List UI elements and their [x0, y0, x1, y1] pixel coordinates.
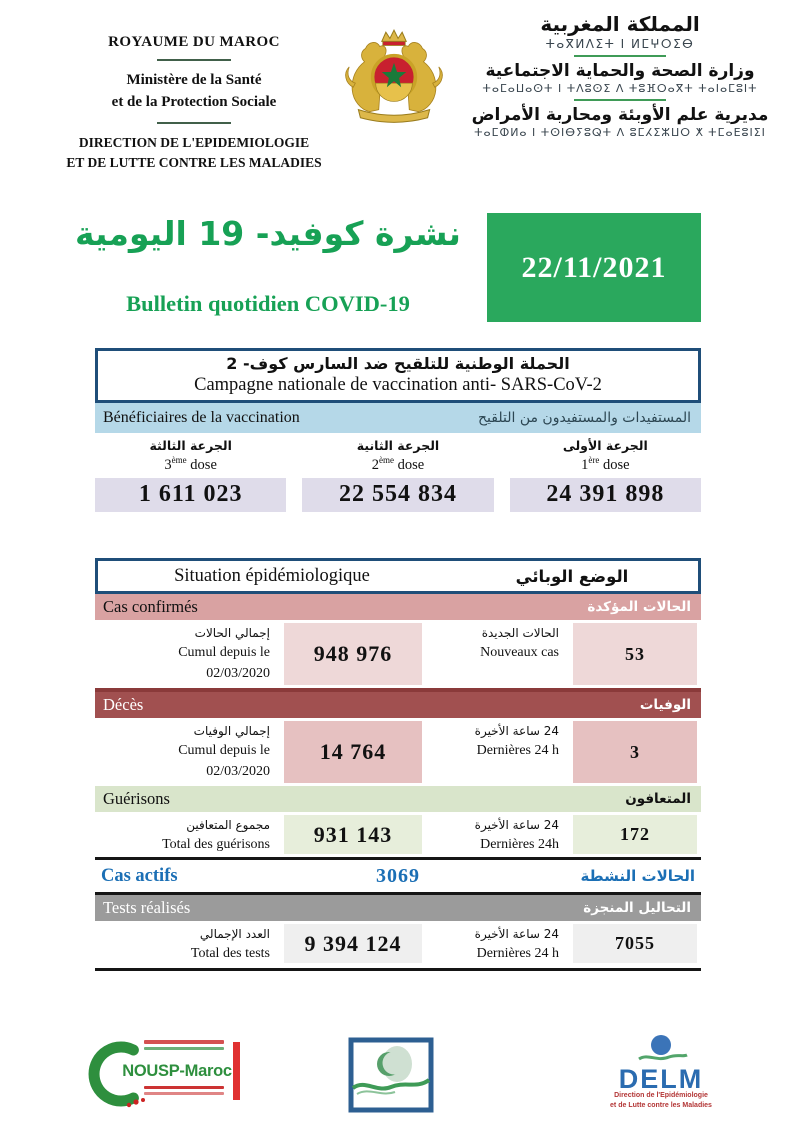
confirmed-total-label-date: 02/03/2020 — [206, 666, 270, 681]
tests-section-bar — [95, 895, 701, 921]
dose1-number: 1 — [581, 456, 589, 473]
dose1-label-ar: الجرعة الأولى — [562, 438, 648, 453]
active-cases-row — [95, 857, 701, 895]
situation-title-ar: الوضع الوبائي — [515, 566, 629, 586]
active-cases-label-ar: الحالات النشطة — [580, 867, 695, 885]
active-cases-value: 3069 — [376, 864, 420, 887]
recoveries-24h-label — [426, 812, 569, 857]
dose2-value: 22 554 834 — [302, 478, 493, 512]
divider — [157, 122, 231, 124]
green-divider — [574, 55, 666, 57]
dose-columns — [95, 438, 701, 512]
bulletin-title-fr: Bulletin quotidien COVID-19 — [126, 291, 410, 316]
nousp-red-bar — [233, 1042, 240, 1100]
deaths-section-bar — [95, 692, 701, 718]
recoveries-total-label-ar: مجموع المتعافين — [186, 818, 270, 832]
confirmed-bar-ar: الحالات المؤكدة — [587, 599, 691, 615]
confirmed-total-label — [95, 620, 280, 688]
beneficiaries-bar — [95, 403, 701, 433]
direction-title-tifinagh: ⵜⴰⵎⵀⵍⴰ ⵏ ⵜⵙⵏⴱⵢⵓⵕⵜ ⴷ ⵓⵎⵃⵉⵣⵡⵔ ⵅ ⵜⵎⴰⴹⵓⵏⵉⵏ — [474, 126, 766, 139]
confirmed-row — [95, 620, 701, 688]
nousp-bottom-text-strip2 — [144, 1092, 224, 1095]
ministry-title-tifinagh: ⵜⴰⵎⴰⵡⴰⵙⵜ ⵏ ⵜⴷⵓⵙⵉ ⴷ ⵜⵓⴼⵔⴰⴳⵜ ⵜⴰⵏⴰⵎⵓⵏⵜ — [482, 82, 758, 95]
letterhead-right — [452, 12, 788, 139]
situation-title-box — [95, 558, 701, 594]
dose3-label-ar: الجرعة الثالثة — [149, 438, 232, 453]
dose2-number: 2 — [371, 456, 379, 473]
tests-row — [95, 921, 701, 966]
direction-title-ar: مديرية علم الأوبئة ومحاربة الأمراض — [471, 105, 769, 125]
kingdom-title-tifinagh: ⵜⴰⴳⵍⴷⵉⵜ ⵏ ⵍⵎⵖⵔⵉⴱ — [545, 37, 695, 51]
dose3-number: 3 — [164, 456, 172, 473]
delm-logo — [597, 1034, 725, 1114]
dose3-word: dose — [190, 456, 217, 473]
confirmed-new-value: 53 — [573, 623, 697, 685]
situation-table — [95, 558, 701, 971]
confirmed-total-label-fr: Cumul depuis le — [178, 645, 270, 660]
nousp-logo-text: NOUSP-Maroc — [122, 1062, 232, 1080]
delm-subtitle-line2: et de Lutte contre les Maladies — [610, 1101, 712, 1109]
dose1-value: 24 391 898 — [510, 478, 701, 512]
vaccination-title-ar: الحملة الوطنية للتلقيح ضد السارس كوف- 2 — [226, 354, 570, 373]
bulletin-date: 22/11/2021 — [521, 250, 667, 284]
confirmed-bar-fr: Cas confirmés — [103, 597, 198, 616]
tests-section — [95, 895, 701, 971]
tests-total-label-ar: العدد الإجمالي — [199, 927, 270, 941]
nousp-bottom-text-strip — [144, 1086, 224, 1089]
bulletin-title-ar: نشرة كوفيد- 19 اليومية — [75, 214, 461, 253]
tests-total-label-fr: Total des tests — [190, 946, 270, 961]
confirmed-total-label-ar: إجمالي الحالات — [194, 626, 270, 640]
beneficiaries-label-ar: المستفيدات والمستفيدون من التلقيح — [478, 410, 691, 426]
confirmed-new-label-ar: الحالات الجديدة — [481, 626, 559, 640]
dose2-label-ar: الجرعة الثانية — [356, 438, 440, 453]
vaccination-table — [95, 348, 701, 512]
deaths-bar-ar: الوفيات — [639, 697, 691, 713]
deaths-24h-label-fr: Dernières 24 h — [476, 743, 559, 758]
delm-logo-text: DELM — [618, 1064, 704, 1094]
dose-column-1 — [510, 438, 701, 512]
ministry-title-ar: وزارة الصحة والحماية الاجتماعية — [485, 61, 755, 81]
divider — [157, 59, 231, 61]
situation-title-fr: Situation épidémiologique — [174, 565, 370, 586]
recoveries-24h-value: 172 — [573, 815, 697, 854]
confirmed-new-label-fr: Nouveaux cas — [480, 645, 559, 660]
active-cases-label-fr: Cas actifs — [101, 865, 178, 886]
deaths-24h-value: 3 — [573, 721, 697, 783]
deaths-total-value: 14 764 — [284, 721, 422, 783]
tests-bar-ar: التحاليل المنجزة — [583, 900, 691, 916]
ministry-line1: Ministère de la Santé — [126, 72, 262, 88]
tests-24h-label-ar: 24 ساعة الأخيرة — [474, 927, 559, 941]
recoveries-total-label-fr: Total des guérisons — [162, 837, 270, 852]
deaths-row — [95, 718, 701, 786]
dose-column-2 — [302, 438, 493, 512]
deaths-total-label-date: 02/03/2020 — [206, 764, 270, 779]
confirmed-section-bar — [95, 594, 701, 620]
dose3-ordinal: ème — [171, 455, 187, 465]
tests-24h-label — [426, 921, 569, 966]
morocco-coat-of-arms-icon — [338, 26, 450, 124]
ministry-line2: et de la Protection Sociale — [111, 93, 277, 110]
recoveries-bar-ar: المتعافون — [625, 791, 691, 807]
letterhead-left — [58, 34, 330, 173]
deaths-total-label-ar: إجمالي الوفيات — [193, 724, 270, 738]
date-box — [487, 213, 701, 322]
recoveries-24h-label-fr: Dernières 24h — [480, 837, 559, 852]
dose1-ordinal: ère — [588, 455, 600, 465]
deaths-total-label — [95, 718, 280, 786]
deaths-total-label-fr: Cumul depuis le — [178, 743, 270, 758]
dose-column-3 — [95, 438, 286, 512]
tests-24h-value: 7055 — [573, 924, 697, 963]
nousp-top-text-strip — [144, 1040, 224, 1044]
recoveries-bar-fr: Guérisons — [103, 789, 170, 808]
beneficiaries-label-fr: Bénéficiaires de la vaccination — [103, 409, 300, 426]
deaths-24h-label — [426, 718, 569, 786]
dose3-value: 1 611 023 — [95, 478, 286, 512]
tests-24h-label-fr: Dernières 24 h — [476, 946, 559, 961]
recoveries-24h-label-ar: 24 ساعة الأخيرة — [474, 818, 559, 832]
direction-line2: ET DE LUTTE CONTRE LES MALADIES — [66, 154, 322, 170]
recoveries-total-value: 931 143 — [284, 815, 422, 854]
deaths-24h-label-ar: 24 ساعة الأخيرة — [474, 724, 559, 738]
recoveries-total-label — [95, 812, 280, 857]
tests-total-label — [95, 921, 280, 966]
delm-drop-icon — [631, 1034, 691, 1062]
delm-subtitle-line1: Direction de l'Epidémiologie — [614, 1092, 708, 1100]
dose1-word: dose — [602, 456, 630, 473]
tests-total-value: 9 394 124 — [284, 924, 422, 963]
deaths-bar-fr: Décès — [103, 695, 144, 714]
dose2-label-fr — [302, 455, 493, 474]
health-ministry-logo — [347, 1036, 435, 1114]
tests-bar-fr: Tests réalisés — [103, 898, 191, 917]
confirmed-new-label — [426, 620, 569, 688]
dose2-word: dose — [397, 456, 425, 473]
nousp-top-text-strip2 — [144, 1047, 224, 1050]
direction-line1: DIRECTION DE L'EPIDEMIOLOGIE — [78, 134, 310, 150]
confirmed-total-value: 948 976 — [284, 623, 422, 685]
vaccination-title-box — [95, 348, 701, 403]
dose1-label-fr — [510, 455, 701, 474]
dose3-label-fr — [95, 455, 286, 474]
green-divider — [574, 99, 666, 101]
kingdom-title-ar: المملكة المغربية — [540, 12, 700, 36]
kingdom-title-fr: ROYAUME DU MAROC — [108, 34, 280, 50]
recoveries-row — [95, 812, 701, 857]
nousp-maroc-logo — [86, 1032, 242, 1116]
recoveries-section-bar — [95, 786, 701, 812]
dose2-ordinal: ème — [379, 455, 394, 465]
vaccination-title-fr: Campagne nationale de vaccination anti- SARS-CoV-2 — [194, 375, 602, 395]
